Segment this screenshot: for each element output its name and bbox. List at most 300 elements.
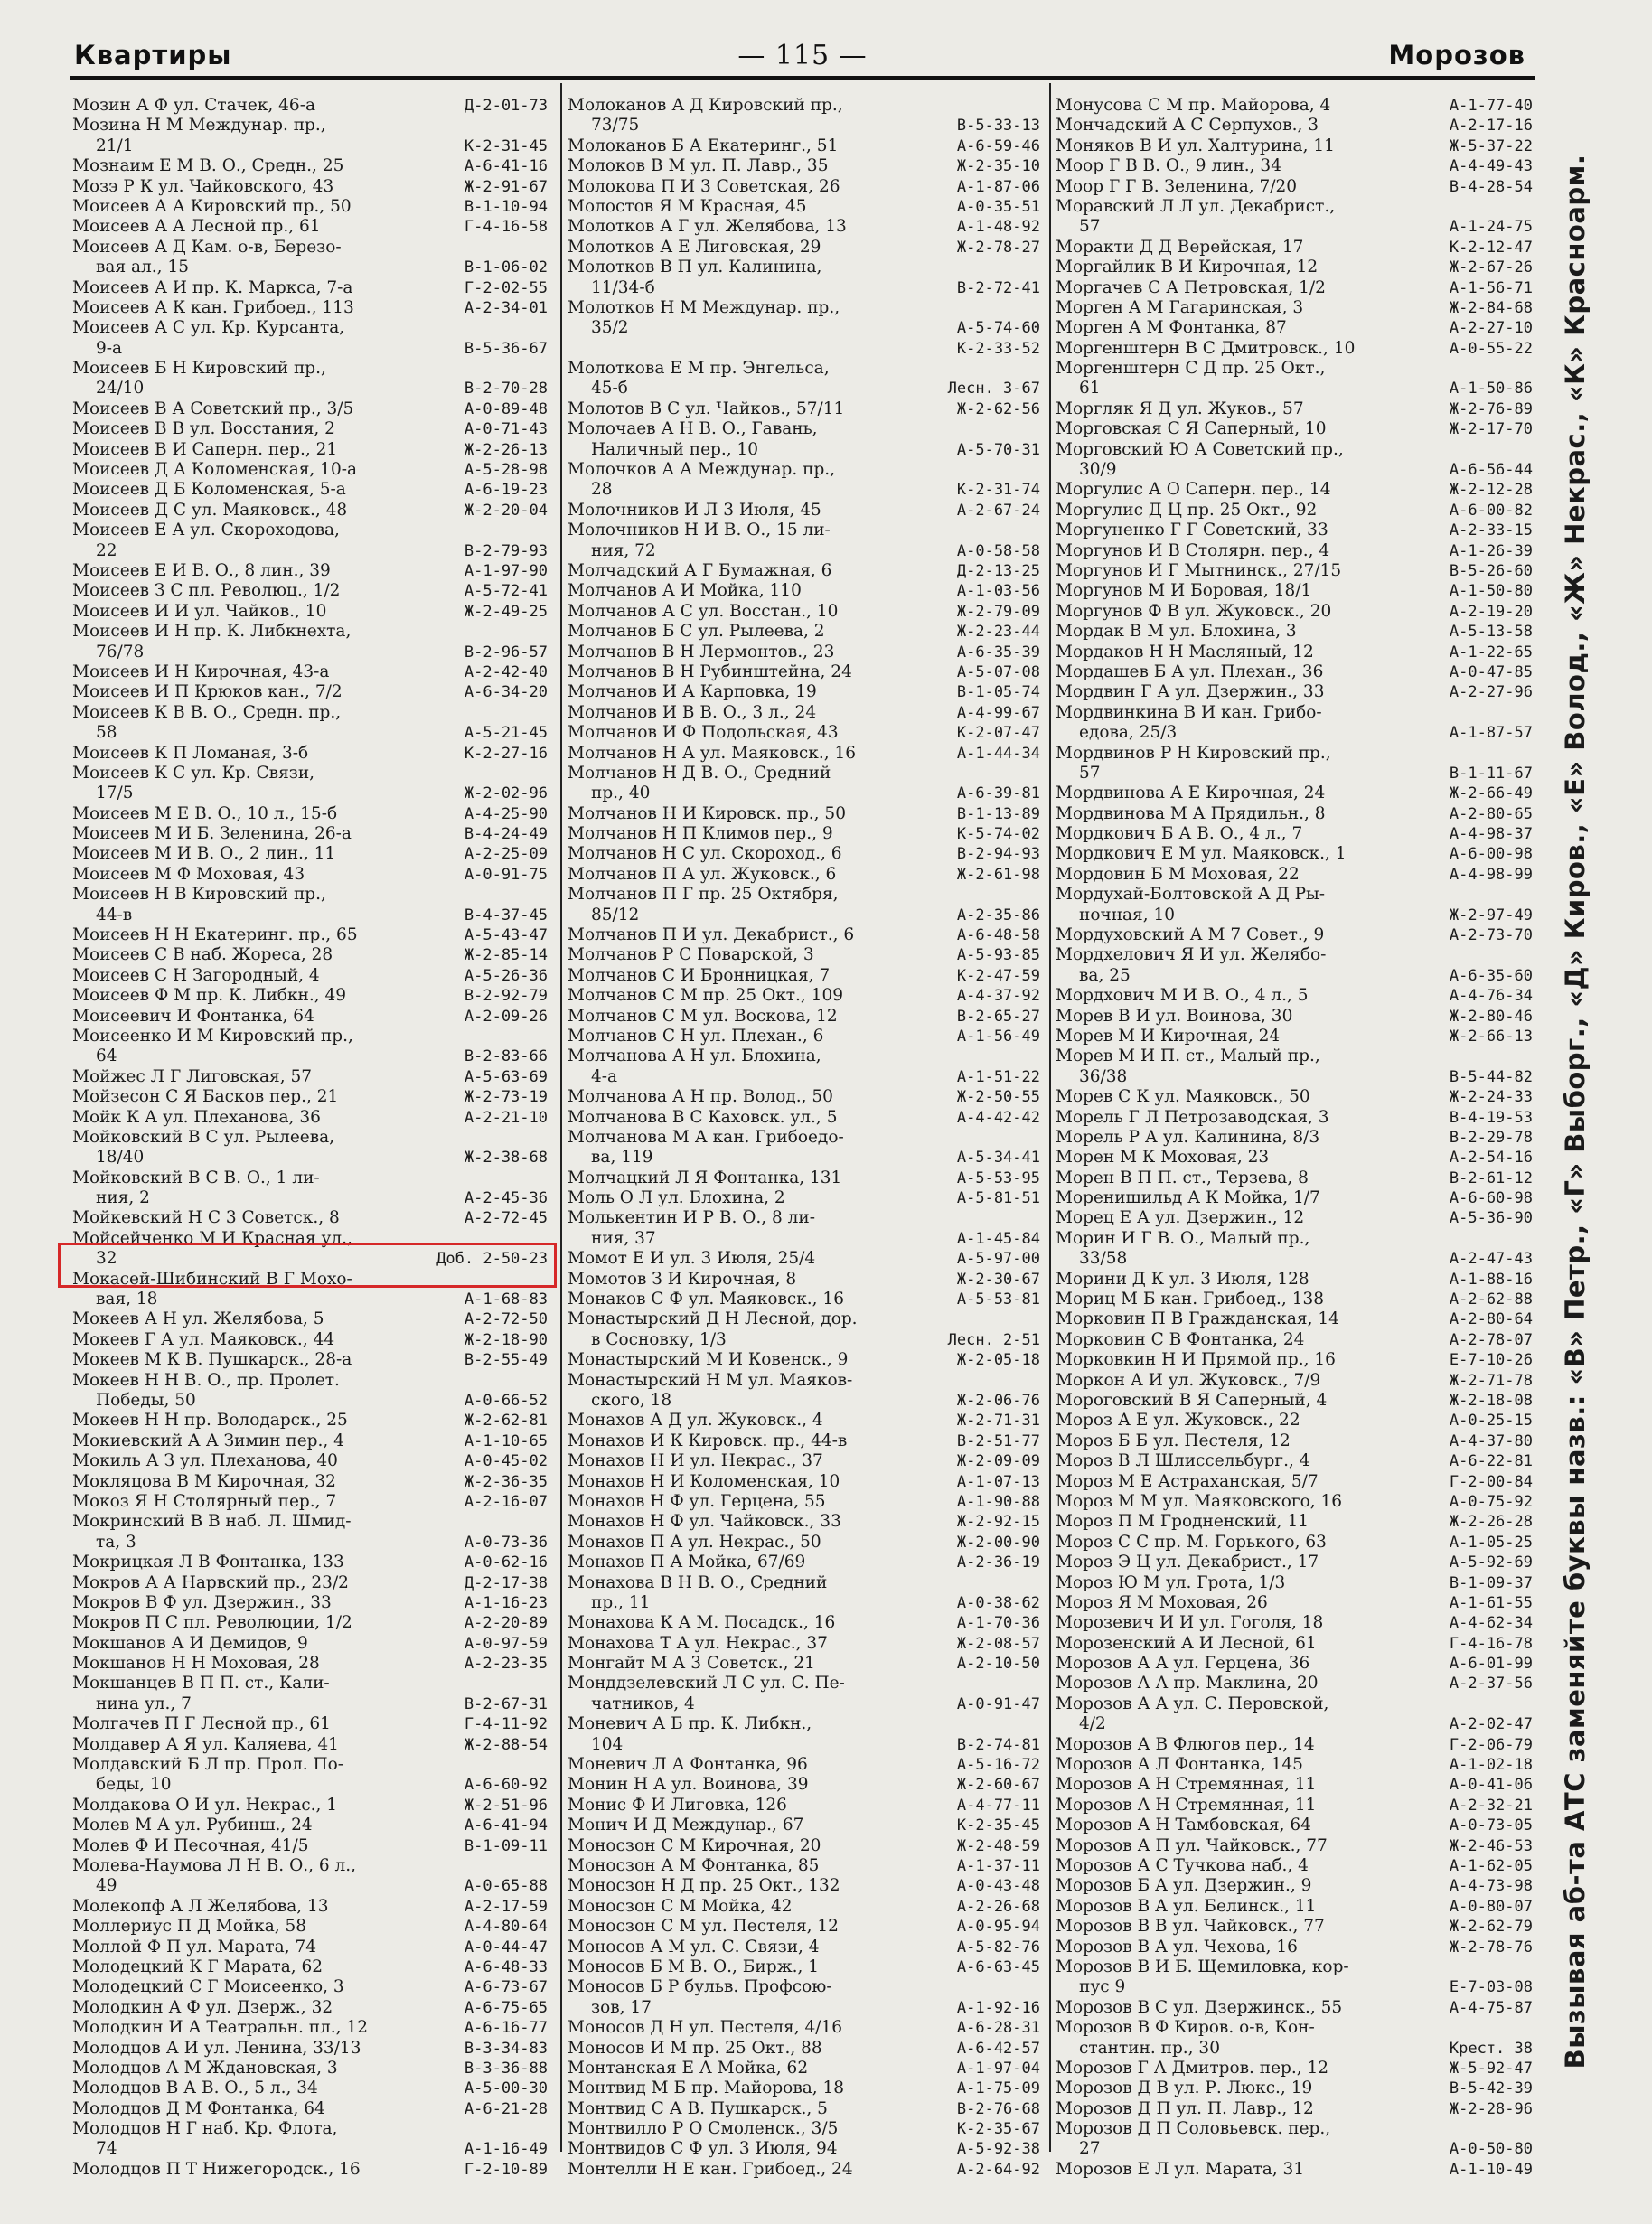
directory-entry-line bbox=[1056, 865, 1533, 885]
directory-entry-line bbox=[568, 379, 1040, 399]
entry-text: Мокринский В В наб. Л. Шмид- bbox=[72, 1512, 352, 1532]
entry-text: Молочаев А Н В. О., Гавань, bbox=[568, 419, 818, 439]
entry-text: Мозин А Ф ул. Стачек, 46-а bbox=[72, 96, 315, 115]
directory-entry-line bbox=[72, 1492, 548, 1512]
entry-phone: Г-2-06-79 bbox=[1449, 1735, 1533, 1754]
entry-text: Молодцов А И ул. Ленина, 33/13 bbox=[72, 2038, 361, 2058]
entry-text: Молодцов П Т Нижегородск., 16 bbox=[72, 2159, 361, 2179]
entry-text: Мокшанцев В П П. ст., Кали- bbox=[72, 1674, 330, 1694]
directory-entry-line bbox=[72, 1533, 548, 1553]
entry-phone: Ж-2-36-35 bbox=[464, 1472, 548, 1491]
directory-entry-line bbox=[1056, 602, 1533, 622]
entry-phone: А-1-44-34 bbox=[956, 744, 1040, 763]
entry-text: Молькентин И Р В. О., 8 ли- bbox=[568, 1208, 816, 1228]
entry-phone: А-2-54-16 bbox=[1449, 1149, 1533, 1168]
directory-entry-line bbox=[1056, 2119, 1533, 2139]
entry-text: Молчацкий Л Я Фонтанка, 131 bbox=[568, 1168, 842, 1187]
entry-text: Морозов Д В ул. Р. Люкс., 19 bbox=[1056, 2079, 1313, 2098]
directory-entry-line bbox=[72, 1856, 548, 1876]
entry-phone: В-1-05-74 bbox=[956, 683, 1040, 702]
directory-entry-line bbox=[72, 197, 548, 217]
entry-phone: А-6-56-44 bbox=[1449, 461, 1533, 480]
entry-phone: А-1-56-49 bbox=[956, 1027, 1040, 1046]
directory-entry-line bbox=[568, 682, 1040, 702]
entry-text: Морев М И П. ст., Малый пр., bbox=[1056, 1046, 1320, 1066]
entry-text: Мокеев Г А ул. Маяковск., 44 bbox=[72, 1329, 335, 1349]
entry-text: Молчанов Н С ул. Скороход., 6 bbox=[568, 844, 842, 864]
entry-text: Моисеевич И Фонтанка, 64 bbox=[72, 1006, 314, 1026]
entry-phone: К-2-33-52 bbox=[956, 339, 1040, 358]
directory-entry-line bbox=[72, 2018, 548, 2038]
entry-phone: В-4-24-49 bbox=[464, 825, 548, 844]
entry-text: нина ул., 7 bbox=[96, 1694, 192, 1713]
entry-text: Морин И Г В. О., Малый пр., bbox=[1056, 1228, 1310, 1248]
entry-phone: А-4-77-11 bbox=[956, 1796, 1040, 1815]
entry-text: Морковкин Н И Прямой пр., 16 bbox=[1056, 1350, 1336, 1370]
directory-entry-line bbox=[568, 1492, 1040, 1512]
entry-text: 45-б bbox=[591, 379, 628, 399]
entry-text: Моневич Л А Фонтанка, 96 bbox=[568, 1755, 808, 1775]
entry-phone: Д-2-17-38 bbox=[464, 1573, 548, 1592]
entry-text: Мороговский В Я Саперный, 4 bbox=[1056, 1391, 1328, 1410]
entry-text: Мокров П С пл. Революции, 1/2 bbox=[72, 1613, 352, 1633]
entry-phone: Е-7-10-26 bbox=[1449, 1351, 1533, 1370]
entry-text: Моисеев И Н Кирочная, 43-а bbox=[72, 662, 330, 681]
entry-phone: А-1-26-39 bbox=[1449, 541, 1533, 560]
entry-text: Молчанова В С Каховск. ул., 5 bbox=[568, 1107, 838, 1127]
directory-entry-line bbox=[72, 359, 548, 379]
directory-entry-line bbox=[1056, 622, 1533, 642]
entry-text: ния, 72 bbox=[591, 540, 656, 560]
entry-text: Мокеев Н Н В. О., пр. Пролет. bbox=[72, 1370, 340, 1390]
directory-entry-line bbox=[72, 2119, 548, 2139]
directory-entry-line bbox=[568, 1836, 1040, 1856]
directory-entry-line bbox=[568, 986, 1040, 1006]
entry-text: Морев М И Кирочная, 24 bbox=[1056, 1026, 1281, 1046]
directory-entry-line bbox=[1056, 1674, 1533, 1694]
entry-phone: Ж-2-62-56 bbox=[956, 399, 1040, 418]
entry-text: ского, 18 bbox=[591, 1391, 672, 1410]
directory-entry-line bbox=[72, 1330, 548, 1350]
entry-text: 35/2 bbox=[591, 318, 629, 338]
directory-entry-line bbox=[1056, 844, 1533, 864]
entry-phone: В-2-92-79 bbox=[464, 987, 548, 1006]
directory-entry-line bbox=[72, 1046, 548, 1066]
entry-text: Молочков А А Междунар. пр., bbox=[568, 460, 836, 480]
directory-entry-line bbox=[568, 238, 1040, 258]
entry-text: Молчанова М А кан. Грибоедо- bbox=[568, 1127, 844, 1147]
entry-text: Морель Г Л Петрозаводская, 3 bbox=[1056, 1107, 1329, 1127]
entry-text: Морозов А А ул. С. Перовской, bbox=[1056, 1694, 1329, 1713]
entry-text: 57 bbox=[1079, 217, 1101, 237]
entry-text: Моргулис А О Саперн. пер., 14 bbox=[1056, 480, 1331, 500]
entry-phone: А-4-98-37 bbox=[1449, 825, 1533, 844]
entry-text: Моисеев Н В Кировский пр., bbox=[72, 885, 326, 905]
directory-entry-line bbox=[1056, 1897, 1533, 1917]
directory-entry-line bbox=[568, 1027, 1040, 1046]
directory-entry-line bbox=[1056, 1108, 1533, 1128]
entry-phone: А-1-90-88 bbox=[956, 1492, 1040, 1511]
directory-entry-line bbox=[568, 764, 1040, 784]
entry-phone: А-2-80-65 bbox=[1449, 804, 1533, 823]
directory-entry-line bbox=[1056, 1128, 1533, 1148]
entry-phone: В-2-65-27 bbox=[956, 1007, 1040, 1026]
directory-entry-line bbox=[1056, 966, 1533, 986]
entry-text: Моргуненко Г Г Советский, 33 bbox=[1056, 521, 1328, 540]
entry-phone: В-4-28-54 bbox=[1449, 177, 1533, 196]
entry-text: Монддзелевский Л С ул. С. Пе- bbox=[568, 1674, 845, 1694]
entry-text: 18/40 bbox=[96, 1148, 145, 1168]
entry-phone: А-2-20-89 bbox=[464, 1614, 548, 1633]
entry-text: Мороз С С пр. М. Горького, 63 bbox=[1056, 1532, 1327, 1552]
header-surname-range: Морозов bbox=[1388, 40, 1525, 70]
entry-text: Морозов А Н Тамбовская, 64 bbox=[1056, 1816, 1311, 1835]
directory-entry-line bbox=[1056, 1533, 1533, 1553]
entry-text: Монахов И К Кировск. пр., 44-в bbox=[568, 1431, 848, 1450]
entry-text: Молчадский А Г Бумажная, 6 bbox=[568, 560, 832, 580]
entry-phone: А-5-81-51 bbox=[956, 1189, 1040, 1208]
directory-entry-line bbox=[568, 1046, 1040, 1066]
directory-entry-line bbox=[568, 156, 1040, 176]
entry-text: Моргулис Д Ц пр. 25 Окт., 92 bbox=[1056, 500, 1318, 520]
directory-entry-line bbox=[1056, 1957, 1533, 1977]
entry-text: Момот Е И ул. 3 Июля, 25/4 bbox=[568, 1249, 816, 1269]
entry-text: Моор Г Г В. Зеленина, 7/20 bbox=[1056, 176, 1298, 196]
entry-phone: Ж-5-92-47 bbox=[1449, 2059, 1533, 2078]
directory-entry-line bbox=[1056, 379, 1533, 399]
directory-entry-line bbox=[72, 1290, 548, 1309]
entry-phone: А-6-63-45 bbox=[956, 1957, 1040, 1976]
directory-entry-line bbox=[1056, 1856, 1533, 1876]
entry-phone: В-2-96-57 bbox=[464, 643, 548, 662]
directory-entry-line bbox=[568, 1188, 1040, 1208]
entry-text: Морген А М Фонтанка, 87 bbox=[1056, 318, 1287, 338]
entry-text: 73/75 bbox=[591, 116, 640, 136]
entry-text: Мордкович Е М ул. Маяковск., 1 bbox=[1056, 844, 1347, 864]
entry-phone: Ж-2-62-81 bbox=[464, 1412, 548, 1431]
directory-entry-line bbox=[568, 298, 1040, 318]
directory-entry-line bbox=[568, 1897, 1040, 1917]
entry-text: Моисеев С В наб. Жореса, 28 bbox=[72, 945, 333, 965]
entry-phone: А-2-33-15 bbox=[1449, 521, 1533, 540]
entry-text: Молодцов Д М Фонтанка, 64 bbox=[72, 2098, 325, 2118]
directory-entry-line bbox=[72, 1634, 548, 1654]
directory-entry-line bbox=[72, 1027, 548, 1046]
entry-text: Моргенштерн В С Дмитровск., 10 bbox=[1056, 338, 1356, 358]
directory-entry-line bbox=[1056, 177, 1533, 197]
entry-phone: В-2-94-93 bbox=[956, 845, 1040, 864]
entry-text: 22 bbox=[96, 540, 117, 560]
entry-phone: Ж-2-35-10 bbox=[956, 157, 1040, 176]
directory-entry-line bbox=[568, 1917, 1040, 1937]
entry-text: Мороз П М Гродненский, 11 bbox=[1056, 1512, 1309, 1532]
directory-entry-line bbox=[568, 885, 1040, 905]
directory-entry-line bbox=[1056, 906, 1533, 925]
directory-entry-line bbox=[1056, 1775, 1533, 1795]
entry-phone: Ж-2-62-79 bbox=[1449, 1918, 1533, 1937]
entry-phone: Ж-2-80-46 bbox=[1449, 1007, 1533, 1026]
directory-entry-line bbox=[72, 258, 548, 277]
entry-text: Моисеев А Д Кам. о-в, Березо- bbox=[72, 237, 342, 257]
entry-phone: К-2-35-67 bbox=[956, 2120, 1040, 2139]
entry-text: Морозов А Н Стремянная, 11 bbox=[1056, 1795, 1317, 1815]
entry-phone: А-0-62-16 bbox=[464, 1553, 548, 1572]
entry-text: Морозов А С Тучкова наб., 4 bbox=[1056, 1855, 1309, 1875]
entry-phone: А-0-89-48 bbox=[464, 399, 548, 418]
entry-phone: А-5-82-76 bbox=[956, 1938, 1040, 1957]
entry-phone: А-1-88-16 bbox=[1449, 1270, 1533, 1289]
directory-entry-line bbox=[568, 339, 1040, 359]
directory-entry-line bbox=[568, 1634, 1040, 1654]
entry-text: 44-в bbox=[96, 905, 133, 924]
page-header bbox=[70, 33, 1535, 78]
entry-text: Молчанов С И Бронницкая, 7 bbox=[568, 965, 831, 985]
entry-text: Морозов В С ул. Дзержинск., 55 bbox=[1056, 1997, 1343, 2017]
directory-entry-line bbox=[568, 136, 1040, 156]
directory-entry-line bbox=[568, 662, 1040, 682]
entry-phone: К-2-31-45 bbox=[464, 136, 548, 155]
directory-entry-line bbox=[72, 945, 548, 965]
directory-entry-line bbox=[72, 2059, 548, 2079]
directory-entry-line bbox=[72, 1977, 548, 1997]
entry-phone: А-6-35-39 bbox=[956, 643, 1040, 662]
directory-entry-line bbox=[568, 1957, 1040, 1977]
entry-text: вая ал., 15 bbox=[96, 258, 189, 277]
directory-entry-line bbox=[568, 1735, 1040, 1755]
directory-entry-line bbox=[1056, 1796, 1533, 1816]
directory-entry-line bbox=[568, 1350, 1040, 1370]
directory-entry-line bbox=[568, 2018, 1040, 2038]
entry-text: Монахов Н Ф ул. Чайковск., 33 bbox=[568, 1512, 841, 1532]
entry-phone: А-0-66-52 bbox=[464, 1392, 548, 1410]
entry-text: Молчанов П Г пр. 25 Октября, bbox=[568, 885, 839, 905]
directory-entry-line bbox=[1056, 723, 1533, 743]
entry-text: Моисеев М И В. О., 2 лин., 11 bbox=[72, 844, 336, 864]
entry-text: Молчанов А С ул. Восстан., 10 bbox=[568, 601, 839, 621]
entry-text: Монтвид С А В. Пушкарск., 5 bbox=[568, 2098, 828, 2118]
entry-text: Мойзесон С Я Басков пер., 21 bbox=[72, 1087, 339, 1107]
entry-phone: В-2-55-49 bbox=[464, 1351, 548, 1370]
entry-phone: А-4-37-92 bbox=[956, 987, 1040, 1006]
directory-entry-line bbox=[72, 581, 548, 601]
entry-text: Мордвинкина В И кан. Грибо- bbox=[1056, 702, 1322, 722]
directory-entry-line bbox=[568, 906, 1040, 925]
entry-text: Молекопф А Л Желябова, 13 bbox=[72, 1896, 329, 1916]
directory-entry-line bbox=[72, 723, 548, 743]
entry-phone: Ж-2-66-49 bbox=[1449, 784, 1533, 803]
entry-text: Моравский Л Л ул. Декабрист., bbox=[1056, 196, 1336, 216]
entry-phone: А-1-87-06 bbox=[956, 177, 1040, 196]
directory-entry-line bbox=[72, 1775, 548, 1795]
entry-text: Моисеев Ф М пр. К. Либкн., 49 bbox=[72, 986, 347, 1006]
entry-phone: А-6-00-82 bbox=[1449, 501, 1533, 520]
directory-entry-line bbox=[1056, 2018, 1533, 2038]
entry-phone: Д-2-13-25 bbox=[956, 561, 1040, 580]
entry-text: Морозов А Л Фонтанка, 145 bbox=[1056, 1755, 1303, 1775]
directory-entry-line bbox=[1056, 703, 1533, 723]
directory-entry-line bbox=[72, 1593, 548, 1613]
entry-phone: А-6-00-98 bbox=[1449, 845, 1533, 864]
entry-text: ния, 2 bbox=[96, 1188, 150, 1208]
directory-entry-line bbox=[72, 682, 548, 702]
directory-entry-line bbox=[72, 1573, 548, 1593]
entry-text: Моргляк Я Д ул. Жуков., 57 bbox=[1056, 399, 1304, 418]
directory-entry-line bbox=[568, 1391, 1040, 1411]
entry-phone: Ж-2-28-96 bbox=[1449, 2099, 1533, 2118]
directory-entry-line bbox=[568, 1674, 1040, 1694]
entry-phone: Ж-2-88-54 bbox=[464, 1735, 548, 1754]
entry-text: Молоткова Е М пр. Энгельса, bbox=[568, 359, 830, 379]
entry-phone: А-5-21-45 bbox=[464, 724, 548, 743]
entry-text: Монахова В Н В. О., Средний bbox=[568, 1572, 828, 1592]
directory-entry-line bbox=[72, 217, 548, 237]
entry-phone: Ж-2-78-27 bbox=[956, 238, 1040, 257]
entry-phone: В-4-37-45 bbox=[464, 906, 548, 924]
directory-entry-line bbox=[72, 1391, 548, 1411]
directory-entry-line bbox=[568, 1654, 1040, 1674]
entry-phone: А-5-28-98 bbox=[464, 461, 548, 480]
entry-phone: А-2-36-19 bbox=[956, 1553, 1040, 1572]
directory-entry-line bbox=[568, 197, 1040, 217]
entry-text: Мороз Ю М ул. Грота, 1/3 bbox=[1056, 1572, 1286, 1592]
directory-entry-line bbox=[72, 804, 548, 824]
directory-entry-line bbox=[1056, 1816, 1533, 1835]
entry-phone: А-1-05-25 bbox=[1449, 1533, 1533, 1552]
entry-text: Молоканов А Д Кировский пр., bbox=[568, 96, 843, 115]
entry-phone: А-2-16-07 bbox=[464, 1492, 548, 1511]
directory-entry-line bbox=[1056, 1431, 1533, 1451]
entry-phone: Ж-2-49-25 bbox=[464, 602, 548, 621]
entry-phone: Доб. 2-50-23 bbox=[436, 1250, 548, 1269]
entry-phone: А-0-95-94 bbox=[956, 1918, 1040, 1937]
entry-phone: А-5-63-69 bbox=[464, 1067, 548, 1086]
entry-text: Молоков В М ул. П. Лавр., 35 bbox=[568, 156, 829, 176]
directory-entry-line bbox=[1056, 804, 1533, 824]
entry-text: 28 bbox=[591, 480, 613, 500]
entry-text: Монис Ф И Лиговка, 126 bbox=[568, 1795, 787, 1815]
entry-text: Моносзон С М Кирочная, 20 bbox=[568, 1835, 821, 1855]
entry-text: Мороз А Е ул. Жуковск., 22 bbox=[1056, 1411, 1300, 1431]
entry-phone: Г-2-02-55 bbox=[464, 278, 548, 297]
entry-phone: А-6-48-58 bbox=[956, 926, 1040, 945]
entry-text: 27 bbox=[1079, 2139, 1101, 2159]
entry-text: Молодцов Н Г наб. Кр. Флота, bbox=[72, 2119, 338, 2139]
directory-entry-line bbox=[568, 622, 1040, 642]
entry-phone: А-5-93-85 bbox=[956, 946, 1040, 965]
entry-phone: Ж-2-73-19 bbox=[464, 1088, 548, 1107]
directory-entry-line bbox=[568, 2160, 1040, 2180]
entry-text: Молочников И Л 3 Июля, 45 bbox=[568, 500, 821, 520]
directory-entry-line bbox=[568, 581, 1040, 601]
entry-text: Мороз Б Б ул. Пестеля, 12 bbox=[1056, 1431, 1291, 1450]
entry-text: 30/9 bbox=[1079, 460, 1117, 480]
entry-text: пус 9 bbox=[1079, 1977, 1126, 1997]
directory-entry-line bbox=[1056, 2039, 1533, 2059]
entry-text: едова, 25/3 bbox=[1079, 723, 1178, 743]
directory-entry-line bbox=[1056, 1270, 1533, 1290]
directory-entry-line bbox=[1056, 278, 1533, 298]
entry-phone: А-2-67-24 bbox=[956, 501, 1040, 520]
entry-phone: А-1-68-83 bbox=[464, 1290, 548, 1309]
entry-text: Мокиевский А А Зимин пер., 4 bbox=[72, 1431, 344, 1450]
directory-entry-line bbox=[72, 2039, 548, 2059]
entry-text: Молчанов Н Д В. О., Средний bbox=[568, 763, 831, 783]
entry-text: Моисеев Н Н Екатеринг. пр., 65 bbox=[72, 925, 358, 945]
entry-text: Моносов Б Р бульв. Профсою- bbox=[568, 1977, 832, 1997]
entry-phone: А-5-43-47 bbox=[464, 926, 548, 945]
entry-text: Морозов В И Б. Щемиловка, кор- bbox=[1056, 1957, 1349, 1976]
entry-text: 4/2 bbox=[1079, 1714, 1106, 1734]
directory-entry-line bbox=[1056, 298, 1533, 318]
entry-text: Морен В П П. ст., Терзева, 8 bbox=[1056, 1168, 1309, 1187]
entry-phone: А-6-21-28 bbox=[464, 2099, 548, 2118]
directory-entry-line bbox=[72, 460, 548, 480]
entry-text: Мокшанов Н Н Моховая, 28 bbox=[72, 1654, 320, 1674]
directory-entry-line bbox=[1056, 824, 1533, 844]
entry-phone: А-1-97-90 bbox=[464, 561, 548, 580]
entry-phone: А-1-10-49 bbox=[1449, 2160, 1533, 2179]
entry-text: Морев С К ул. Маяковск., 50 bbox=[1056, 1087, 1310, 1107]
entry-text: Мороз М Е Астраханская, 5/7 bbox=[1056, 1471, 1319, 1491]
directory-entry-line bbox=[568, 1755, 1040, 1775]
directory-entry-line bbox=[72, 602, 548, 622]
entry-text: 76/78 bbox=[96, 642, 145, 662]
entry-phone: Ж-2-67-26 bbox=[1449, 258, 1533, 277]
directory-entry-line bbox=[1056, 885, 1533, 905]
entry-text: Моргунов И Г Мытнинск., 27/15 bbox=[1056, 560, 1342, 580]
entry-text: Мордвин Г А ул. Дзержин., 33 bbox=[1056, 682, 1325, 702]
entry-phone: А-0-43-48 bbox=[956, 1877, 1040, 1896]
directory-entry-line bbox=[568, 1451, 1040, 1471]
directory-entry-line bbox=[1056, 521, 1533, 540]
entry-phone: К-5-74-02 bbox=[956, 825, 1040, 844]
directory-entry-line bbox=[1056, 1208, 1533, 1228]
directory-entry-line bbox=[72, 1876, 548, 1896]
directory-entry-line bbox=[72, 1148, 548, 1168]
directory-entry-line bbox=[568, 1816, 1040, 1835]
column-divider-2 bbox=[1049, 83, 1051, 2152]
entry-phone: А-6-01-99 bbox=[1449, 1655, 1533, 1674]
entry-phone: А-5-92-69 bbox=[1449, 1553, 1533, 1572]
directory-entry-line bbox=[568, 925, 1040, 945]
directory-entry-line bbox=[568, 1431, 1040, 1451]
entry-phone: А-5-53-95 bbox=[956, 1168, 1040, 1187]
directory-entry-line bbox=[72, 480, 548, 500]
directory-entry-line bbox=[72, 2139, 548, 2159]
directory-entry-line bbox=[72, 136, 548, 156]
directory-entry-line bbox=[72, 643, 548, 662]
entry-phone: А-2-32-21 bbox=[1449, 1796, 1533, 1815]
sidebar-notice bbox=[1535, 90, 1589, 2160]
directory-entry-line bbox=[568, 2139, 1040, 2159]
entry-text: 21/1 bbox=[96, 136, 134, 155]
directory-entry-line bbox=[72, 116, 548, 136]
entry-phone: А-1-24-75 bbox=[1449, 218, 1533, 237]
entry-text: ночная, 10 bbox=[1079, 905, 1176, 924]
directory-entry-line bbox=[1056, 1371, 1533, 1391]
entry-text: 49 bbox=[96, 1876, 117, 1896]
entry-phone: А-1-03-56 bbox=[956, 582, 1040, 601]
entry-phone: А-4-49-43 bbox=[1449, 157, 1533, 176]
entry-phone: Ж-2-84-68 bbox=[1449, 298, 1533, 317]
directory-entry-line bbox=[568, 1168, 1040, 1188]
entry-text: 57 bbox=[1079, 763, 1101, 783]
directory-entry-line bbox=[72, 1067, 548, 1087]
entry-text: Молочников Н И В. О., 15 ли- bbox=[568, 521, 831, 540]
entry-phone: К-2-31-74 bbox=[956, 481, 1040, 500]
directory-entry-line bbox=[568, 1067, 1040, 1087]
entry-text: Моисеев З С пл. Революц., 1/2 bbox=[72, 581, 341, 601]
